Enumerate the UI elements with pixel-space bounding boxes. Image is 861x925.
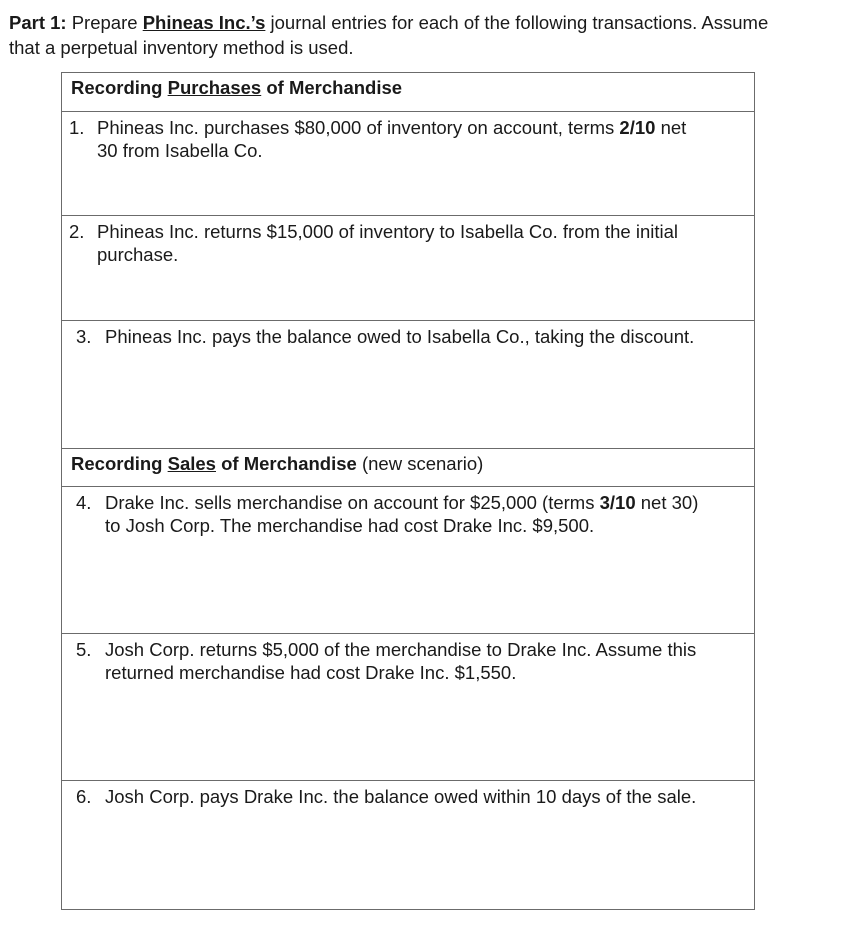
instructions [9,10,854,60]
transaction-text-part: purchase. [97,244,179,265]
section-note: (new scenario) [356,453,484,474]
transaction-text [105,491,698,537]
transaction-row[interactable] [62,634,754,781]
transaction-text-part: Josh Corp. pays Drake Inc. the balance owed within 10 days of the sale. [105,786,697,807]
transaction-text [97,116,686,162]
transaction-text-part: net 30) [635,492,699,513]
transaction-number: 2. [69,221,85,242]
transaction-text [97,220,678,266]
section-keyword: Sales [167,453,216,474]
section-title: Recording [71,77,168,98]
transaction-row[interactable] [62,321,754,449]
transaction-text [105,325,694,348]
transaction-text-part: net [655,117,687,138]
transaction-number: 6. [76,786,92,807]
transaction-row[interactable] [62,487,754,634]
transaction-row[interactable] [62,216,754,321]
instructions-text: Prepare [66,12,143,33]
transaction-row[interactable] [62,112,754,216]
transaction-number: 5. [76,639,92,660]
transaction-text-part: Drake Inc. sells merchandise on account for $25,000 (terms [105,492,600,513]
transaction-number: 4. [76,492,92,513]
transaction-number: 1. [69,117,85,138]
section-header-sales [62,449,754,487]
instructions-line-1 [9,10,854,35]
section-keyword: Purchases [167,77,262,98]
transaction-text-part: Josh Corp. returns $5,000 of the merchandise to Drake Inc. Assume this [105,639,697,660]
transaction-text-part: returned merchandise had cost Drake Inc. $1,550. [105,662,517,683]
company-name: Phineas Inc.’s [142,12,266,33]
transaction-number: 3. [76,326,92,347]
transaction-text-part: to Josh Corp. The merchandise had cost Drake Inc. $9,500. [105,515,595,536]
transaction-row[interactable] [62,781,754,910]
transactions-table [61,72,755,910]
transaction-text-part: 30 from Isabella Co. [97,140,263,161]
transaction-text-part: Phineas Inc. returns $15,000 of inventory to Isabella Co. from the initial [97,221,679,242]
section-title: Recording [71,453,168,474]
instructions-text: journal entries for each of the following transactions. Assume [265,12,769,33]
instructions-line-2: that a perpetual inventory method is used. [9,37,354,58]
payment-terms: 3/10 [599,492,636,513]
section-title: of Merchandise [261,77,403,98]
transaction-text-part: Phineas Inc. pays the balance owed to Isabella Co., taking the discount. [105,326,695,347]
transaction-text [105,638,696,684]
transaction-text [105,785,696,808]
transaction-text-part: Phineas Inc. purchases $80,000 of inventory on account, terms [97,117,620,138]
payment-terms: 2/10 [619,117,656,138]
section-title: of Merchandise [215,453,357,474]
part-label: Part 1: [9,12,67,33]
section-header-purchases [62,73,754,112]
